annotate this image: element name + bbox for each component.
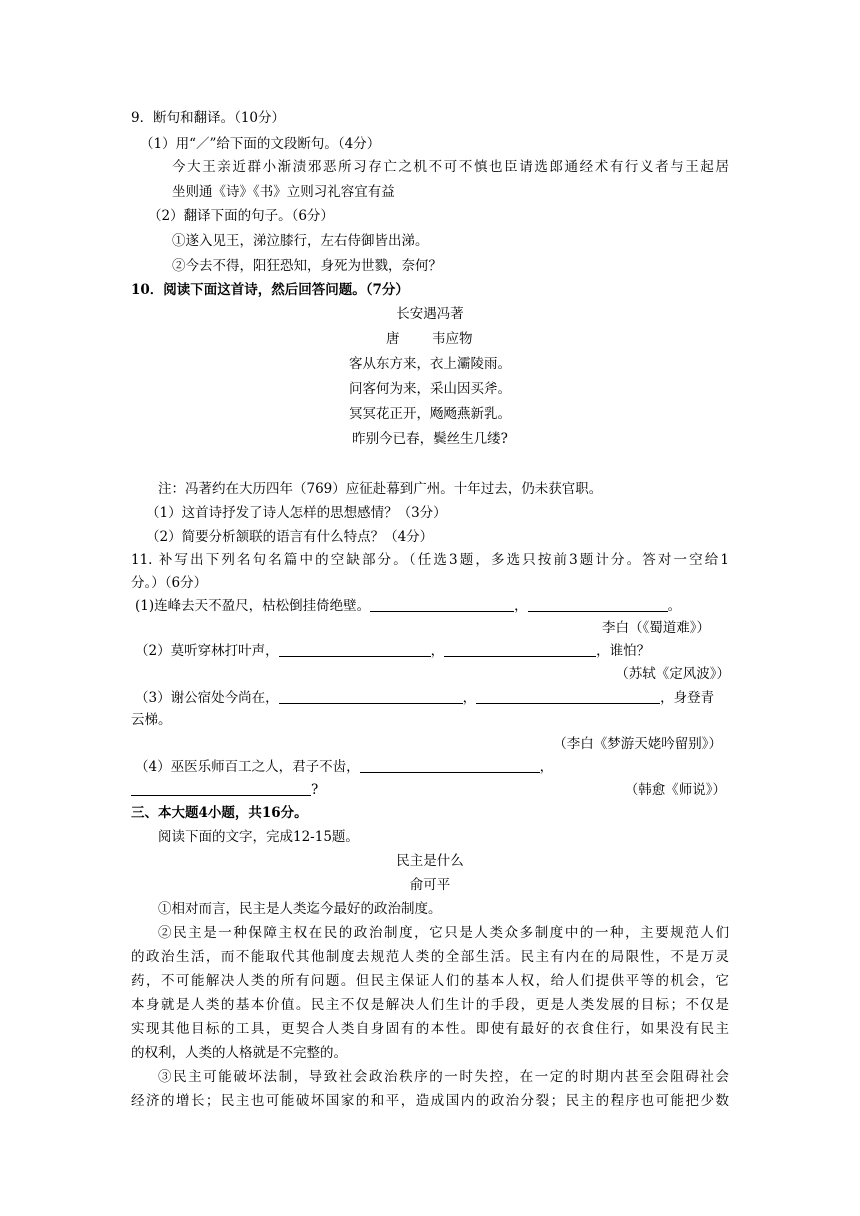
q11-item2 [135,641,650,661]
q11-item1-blank2[interactable] [528,597,668,612]
q11-item4 [135,757,553,777]
article-para2-line5: 实现其他目标的工具，更契合人类自身固有的本性。即使有最好的衣食住行，如果没有民主 [131,1021,729,1037]
q11-title-line2: 分。）（6分） [131,575,208,591]
q10-ask2: （2）简要分析颔联的语言有什么特点？（4分） [146,529,434,545]
q11-item2-blank2[interactable] [444,642,596,657]
q11-item1-end: 。 [667,598,682,614]
q11-item4-source: （韩愈《师说》） [624,782,726,798]
q11-item3-cont: 云梯。 [131,712,172,728]
article-para3-line1: ③民主可能破坏法制，导致社会政治秩序的一时失控，在一定的时期内甚至会阻碍社会 [158,1069,729,1085]
q11-item3-blank1[interactable] [279,689,463,704]
q11-item1-text: (1)连峰去天不盈尺，枯松倒挂倚绝壁。 [135,598,371,614]
article-para2-line2: 的政治生活，而不能取代其他制度去规范人类的全部生活。民主有内在的局限性，不是万灵 [131,949,729,965]
q10-ask1: （1）这首诗抒发了诗人怎样的思想感情？（3分） [146,505,447,521]
q9-sentence1: ①遂入见王，涕泣膝行，左右侍御皆出涕。 [172,233,429,249]
q11-item4-line2 [131,780,318,800]
q9-sentence2: ②今去不得，阳狂恐知，身死为世戮，奈何？ [172,258,442,274]
q11-item3 [135,688,714,708]
q11-item1-source: 李白（《蜀道难》） [602,620,710,636]
q9-passage-line2: 坐则通《诗》《书》立则习礼容宜有益 [172,184,395,200]
poem-author: 韦应物 [432,331,473,347]
section3-instruction: 阅读下面的文字，完成12-15题。 [158,829,359,845]
q11-item2-sep: ， [430,643,445,659]
q11-item4-blank1[interactable] [360,758,540,773]
q11-item3-end: ，身登青 [660,690,715,706]
q9-title: 9．断句和翻译。（10分） [131,110,286,126]
poem-line-1: 客从东方来，衣上灞陵雨。 [349,356,511,372]
q11-item2-end: ，谁怕？ [596,643,651,659]
article-para2-line4: 本身就是人类的基本价值。民主不仅是解决人们生计的手段，更是人类发展的目标；不仅是 [131,997,729,1013]
poem-title: 长安遇冯著 [396,306,464,322]
article-para2-line1: ②民主是一种保障主权在民的政治制度，它只是人类众多制度中的一种，主要规范人们 [158,925,729,941]
q11-item2-text: （2）莫听穿林打叶声， [135,643,279,659]
poem-line-3: 冥冥花正开，飏飏燕新乳。 [349,406,511,422]
q11-item3-blank2[interactable] [476,689,660,704]
q11-item4-end: ? [311,782,319,798]
q11-item4-blank2[interactable] [131,781,311,796]
poem-note: 注：冯著约在大历四年（769）应征赴幕到广州。十年过去，仍未获官职。 [158,481,603,497]
q11-item3-source: （李白《梦游天姥吟留别》） [553,736,722,752]
q10-title: 10．阅读下面这首诗，然后回答问题。（7分） [131,282,409,298]
article-para3-line2: 经济的增长；民主也可能破坏国家的和平，造成国内的政治分裂；民主的程序也可能把少数 [131,1093,729,1109]
q11-item3-sep: ， [462,690,477,706]
q11-title-line1: 11. 补写出下列名句名篇中的空缺部分。（任选3题，多选只按前3题计分。答对一空给1 [131,552,729,568]
article-para2-line6: 的权利，人类的人格就是不完整的。 [131,1045,347,1061]
q11-item4-mid: ， [539,759,554,775]
article-author: 俞可平 [409,877,451,893]
section3-title: 三、本大题4小题，共16分。 [131,805,308,821]
q11-item3-text: （3）谢公宿处今尚在， [135,690,279,706]
q11-item4-text: （4）巫医乐师百工之人，君子不齿， [135,759,360,775]
poem-dynasty: 唐 [386,331,400,347]
q11-item1 [135,596,681,616]
q11-item1-blank1[interactable] [370,597,514,612]
q9-part1: （1）用“／”给下面的文段断句。（4分） [140,136,381,152]
q9-part2: （2）翻译下面的句子。（6分） [148,208,334,224]
q11-item1-sep: ， [514,598,528,614]
article-para2-line3: 药，不可能解决人类的所有问题。但民主保证人们的基本人权，给人们提供平等的机会，它 [131,973,729,989]
q9-passage-line1: 今大王亲近群小渐渍邪恶所习存亡之机不可不慎也臣请选郎通经术有行义者与王起居 [172,159,729,175]
article-title: 民主是什么 [396,853,464,869]
q11-item2-source: （苏轼《定风波》） [615,666,730,682]
article-para1: ①相对而言，民主是人类迄今最好的政治制度。 [158,901,442,917]
q11-item2-blank1[interactable] [279,642,431,657]
poem-line-2: 问客何为来，采山因买斧。 [349,381,511,397]
poem-line-4: 昨别今已春，鬓丝生几缕? [352,431,508,447]
